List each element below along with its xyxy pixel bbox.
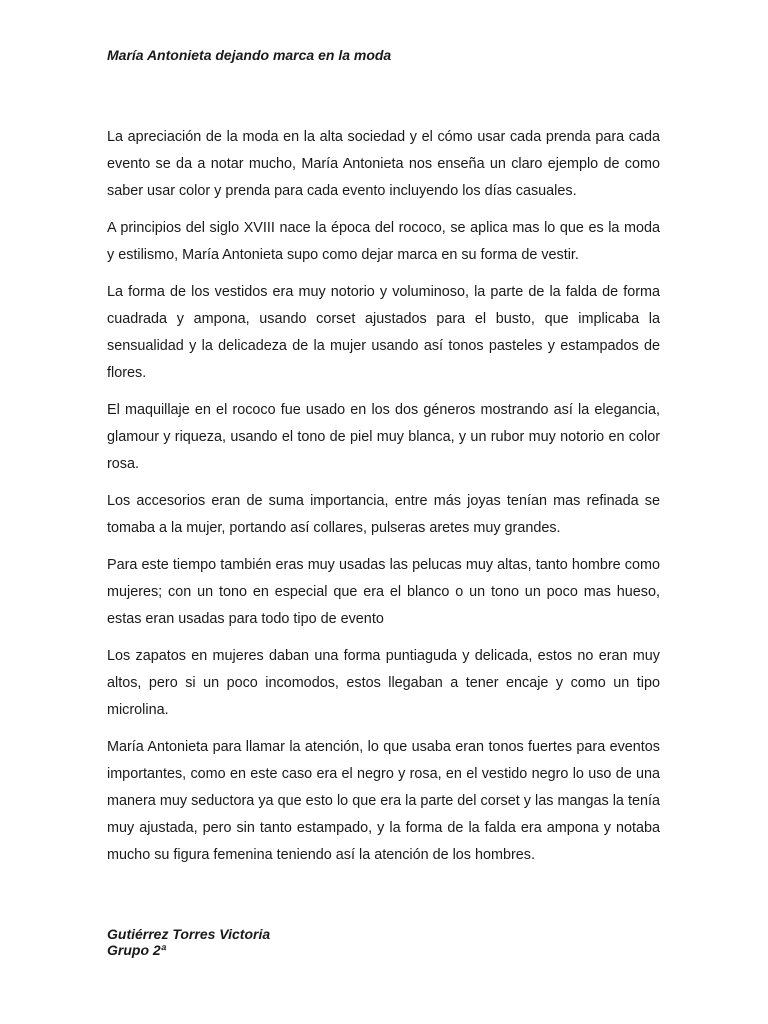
author-name: Gutiérrez Torres Victoria bbox=[107, 926, 271, 942]
paragraph: La apreciación de la moda en la alta sociedad y el cómo usar cada prenda para cada evento se da a notar mucho, María Antonieta nos enseña un claro ejemplo de como saber usar color y prenda para cada evento incluyendo los días casuales. bbox=[107, 129, 660, 199]
author-signature bbox=[107, 926, 270, 958]
paragraph: María Antonieta para llamar la atención, lo que usaba eran tonos fuertes para eventos importantes, como en este caso era el negro y rosa, en el vestido negro lo uso de una manera muy seductora ya que esto lo que era la parte del corset y las mangas la tenía muy ajustada, pero sin tanto estampado, y la forma de la falda era ampona y notaba mucho su figura femenina teniendo así la atención de los hombres. bbox=[107, 739, 660, 863]
paragraph: La forma de los vestidos era muy notorio y voluminoso, la parte de la falda de forma cuadrada y ampona, usando corset ajustados para el busto, que implicaba la sensualidad y la delicadeza de la mujer usando así tonos pasteles y estampados de flores. bbox=[107, 284, 660, 381]
group-label: Grupo 2ª bbox=[107, 942, 166, 958]
document-title: María Antonieta dejando marca en la moda bbox=[107, 47, 392, 63]
paragraph: Los accesorios eran de suma importancia, entre más joyas tenían mas refinada se tomaba a la mujer, portando así collares, pulseras aretes muy grandes. bbox=[107, 493, 660, 536]
paragraph: Los zapatos en mujeres daban una forma puntiaguda y delicada, estos no eran muy altos, pero si un poco incomodos, estos llegaban a tener encaje y como un tipo microlina. bbox=[107, 648, 660, 718]
paragraph: A principios del siglo XVIII nace la época del rococo, se aplica mas lo que es la moda y estilismo, María Antonieta supo como dejar marca en su forma de vestir. bbox=[107, 220, 660, 263]
paragraph: El maquillaje en el rococo fue usado en los dos géneros mostrando así la elegancia, glamour y riqueza, usando el tono de piel muy blanca, y un rubor muy notorio en color rosa. bbox=[107, 402, 660, 472]
document-body bbox=[107, 124, 660, 879]
paragraph: Para este tiempo también eras muy usadas las pelucas muy altas, tanto hombre como mujeres; con un tono en especial que era el blanco o un tono un poco mas hueso, estas eran usadas para todo tipo de evento bbox=[107, 557, 660, 627]
